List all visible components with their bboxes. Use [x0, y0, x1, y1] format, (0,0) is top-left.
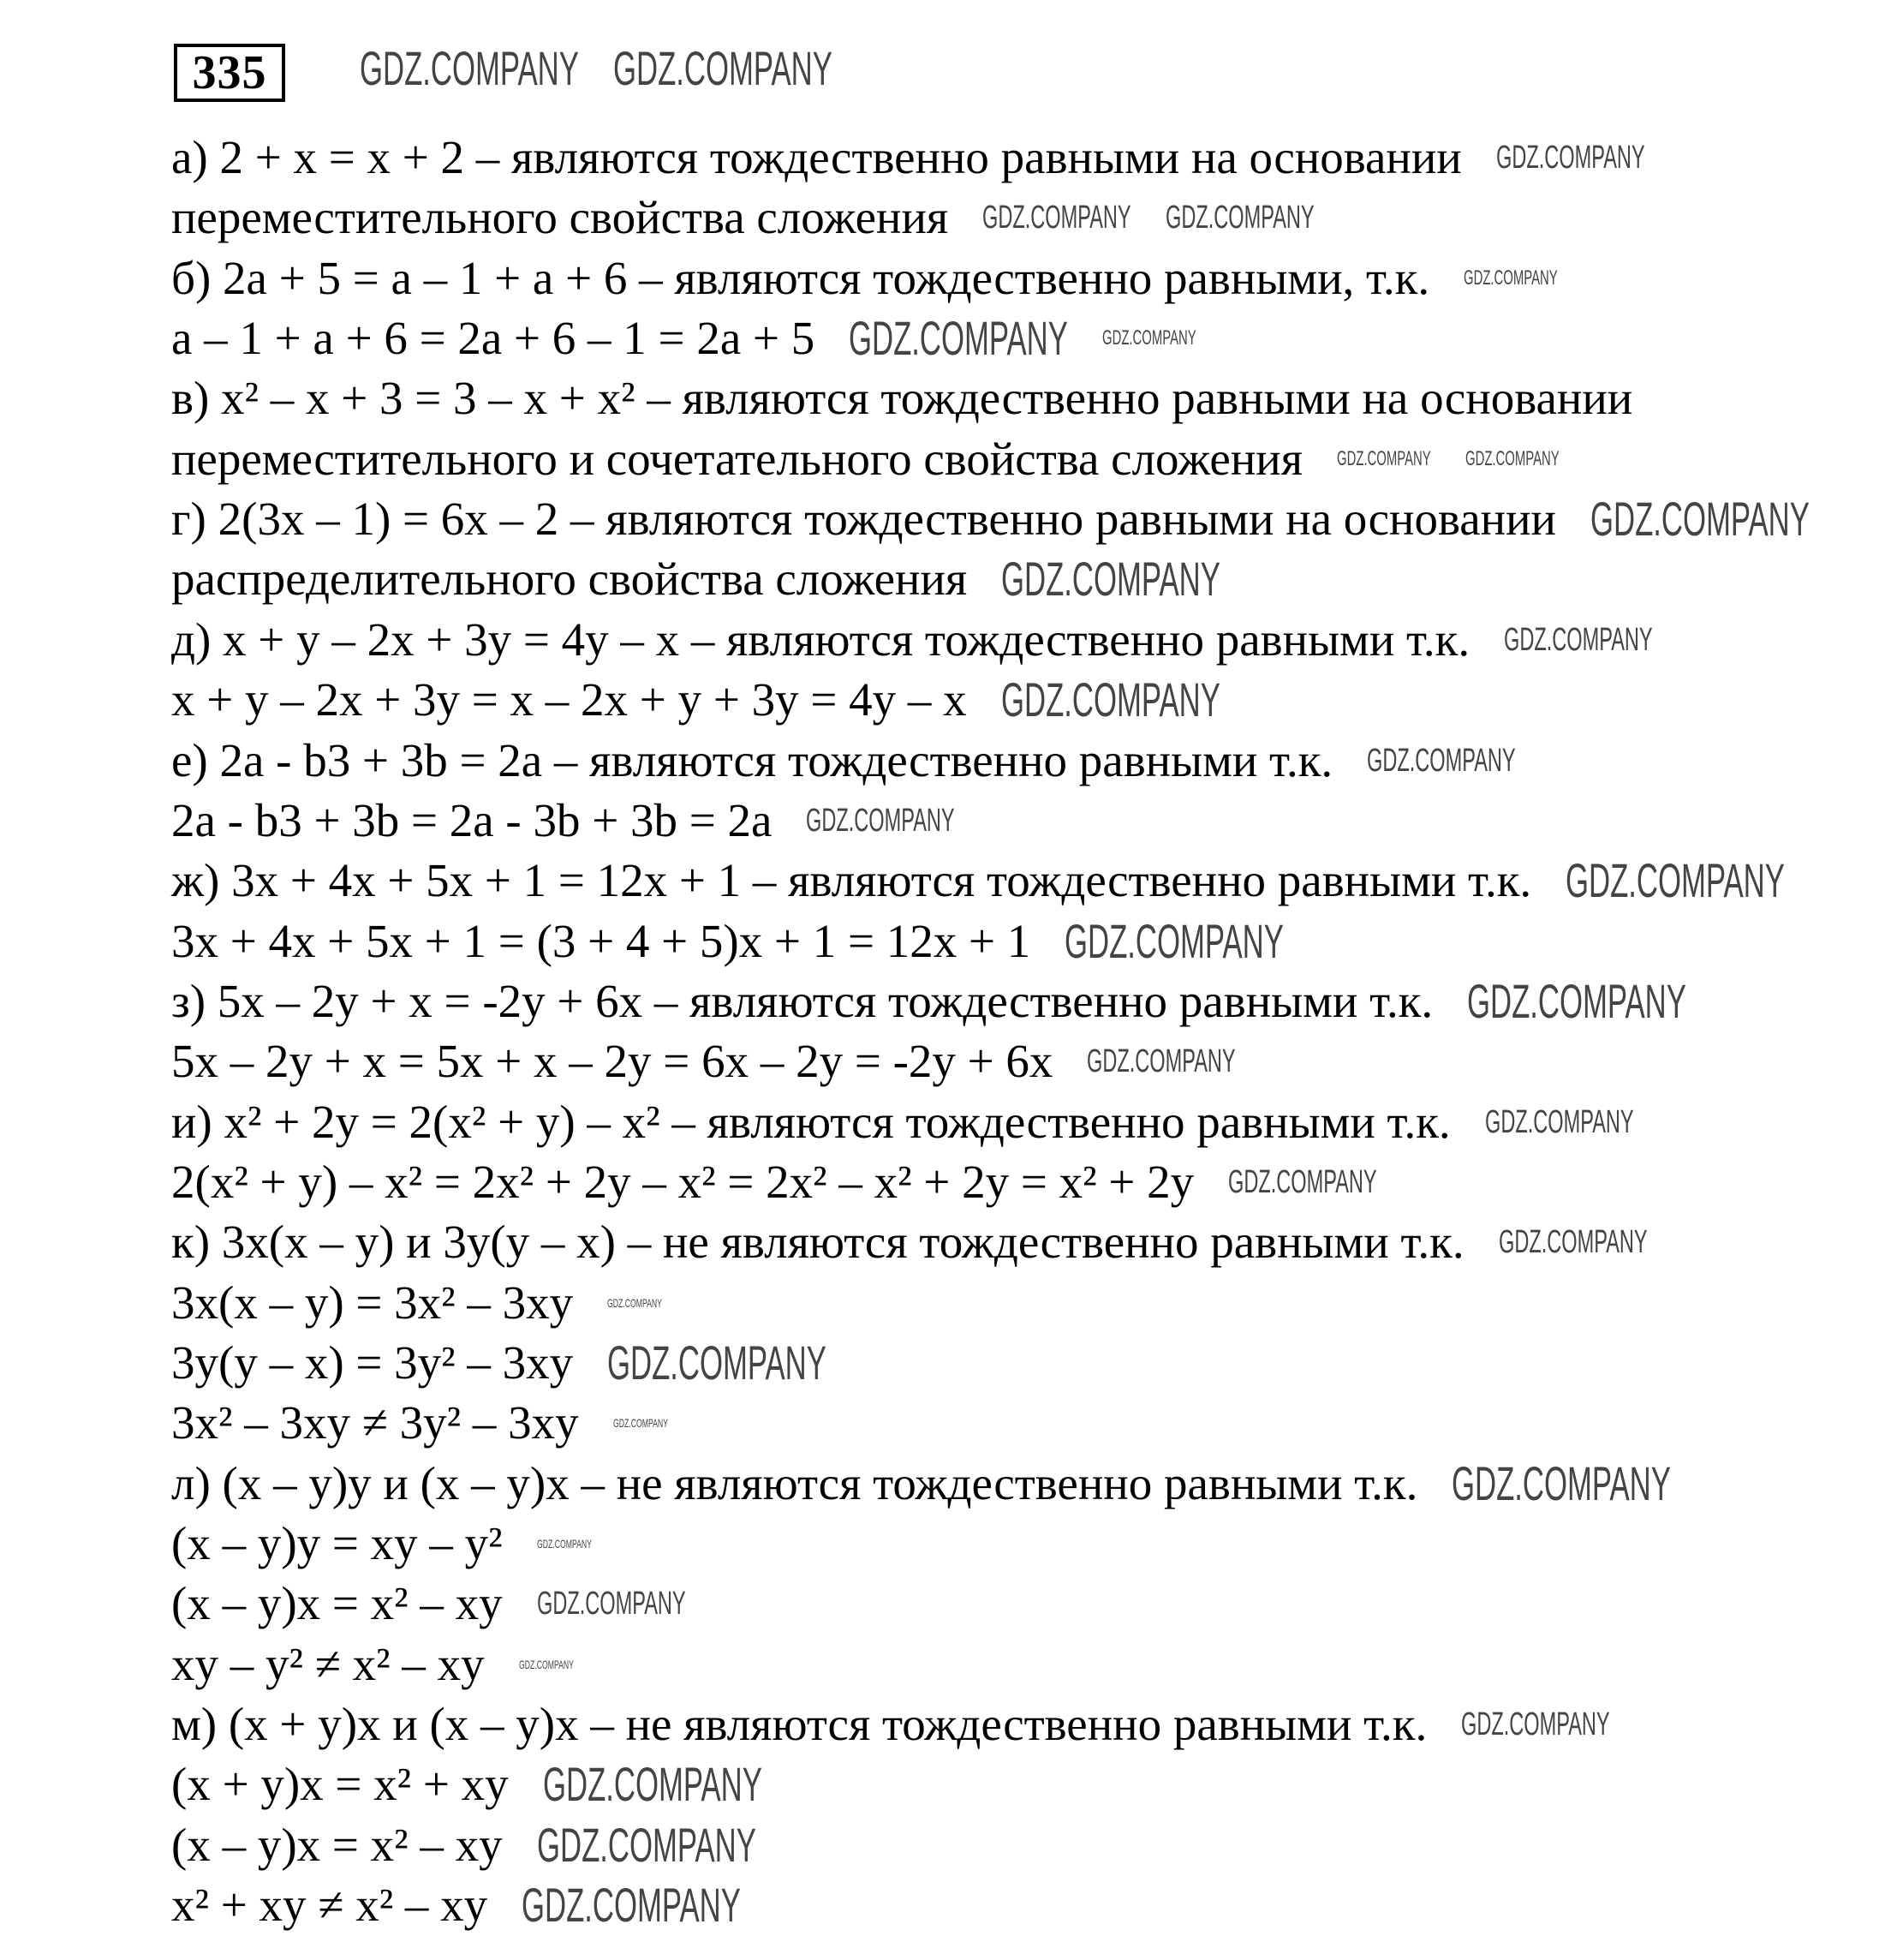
- watermark: GDZ.COMPANY: [1499, 1224, 1648, 1261]
- solution-line: (x – y)y = xy – y²: [171, 1517, 503, 1570]
- solution-line: x + y – 2x + 3y = x – 2x + y + 3y = 4y – x: [171, 673, 967, 726]
- solution-line: 3x + 4x + 5x + 1 = (3 + 4 + 5)x + 1 = 12x + 1: [171, 914, 1031, 967]
- solution-line: з) 5x – 2y + x = -2y + 6x – являются тождественно равными т.к.: [171, 974, 1434, 1027]
- watermark: GDZ.COMPANY: [1461, 1706, 1610, 1743]
- solution-line: 2(x² + y) – x² = 2x² + 2y – x² = 2x² – x² + 2y = x² + 2y: [171, 1155, 1195, 1208]
- watermark: GDZ.COMPANY: [607, 1295, 662, 1310]
- solution-line: е) 2a - b3 + 3b = 2a – являются тождественно равными т.к.: [171, 733, 1333, 786]
- solution-line: г) 2(3x – 1) = 6x – 2 – являются тождественно равными на основании: [171, 493, 1556, 546]
- watermark: GDZ.COMPANY: [1566, 853, 1785, 908]
- solution-line: д) x + y – 2x + 3y = 4y – x – являются тождественно равными т.к.: [171, 612, 1470, 666]
- solution-line: в) x² – x + 3 = 3 – x + x² – являются тождественно равными на основании: [171, 372, 1633, 425]
- watermark: GDZ.COMPANY: [537, 1586, 686, 1622]
- watermark: GDZ.COMPANY: [1001, 672, 1220, 727]
- watermark: GDZ.COMPANY: [1367, 742, 1516, 779]
- watermark: GDZ.COMPANY: [1464, 266, 1558, 290]
- watermark: GDZ.COMPANY: [1504, 621, 1653, 658]
- watermark: GDZ.COMPANY: [1087, 1043, 1236, 1080]
- watermark: GDZ.COMPANY: [1065, 913, 1284, 968]
- watermark: GDZ.COMPANY: [1590, 492, 1810, 547]
- solution-line: переместительного и сочетательного свойства сложения: [171, 432, 1303, 485]
- watermark: GDZ.COMPANY: [613, 1416, 668, 1431]
- watermark: GDZ.COMPANY: [1001, 552, 1220, 607]
- solution-line: 3x² – 3xy ≠ 3y² – 3xy: [171, 1396, 579, 1449]
- watermark: GDZ.COMPANY: [537, 1817, 756, 1872]
- solution-line: 3x(x – y) = 3x² – 3xy: [171, 1276, 574, 1329]
- watermark: GDZ.COMPANY: [543, 1757, 762, 1812]
- watermark: GDZ.COMPANY: [537, 1537, 592, 1551]
- solution-line: x² + xy ≠ x² – xy: [171, 1879, 488, 1932]
- solution-line: 3y(y – x) = 3y² – 3xy: [171, 1336, 574, 1389]
- solution-line: (x + y)x = x² + xy: [171, 1758, 509, 1811]
- watermark: GDZ.COMPANY: [612, 40, 832, 95]
- watermark: GDZ.COMPANY: [1496, 140, 1645, 176]
- watermark: GDZ.COMPANY: [519, 1657, 574, 1671]
- exercise-number: 335: [174, 44, 285, 102]
- watermark: GDZ.COMPANY: [1228, 1163, 1377, 1200]
- solution-line: м) (x + y)x и (x – y)x – не являются тождественно равными т.к.: [171, 1698, 1428, 1751]
- solution-line: а) 2 + x = x + 2 – являются тождественно равными на основании: [171, 131, 1462, 183]
- watermark: GDZ.COMPANY: [1467, 973, 1686, 1028]
- watermark: GDZ.COMPANY: [607, 1336, 826, 1389]
- solution-line: переместительного свойства сложения: [171, 191, 949, 244]
- watermark: GDZ.COMPANY: [1452, 1455, 1671, 1510]
- watermark: GDZ.COMPANY: [806, 802, 955, 839]
- solution-line: xy – y² ≠ x² – xy: [171, 1637, 485, 1690]
- solution-line: и) x² + 2y = 2(x² + y) – x² – являются тождественно равными т.к.: [171, 1095, 1451, 1148]
- solution-line: л) (x – y)y и (x – y)x – не являются тождественно равными т.к.: [171, 1456, 1418, 1509]
- watermark: GDZ.COMPANY: [522, 1878, 741, 1933]
- watermark: GDZ.COMPANY: [1101, 326, 1196, 350]
- solution-line: a – 1 + a + 6 = 2a + 6 – 1 = 2a + 5: [171, 312, 815, 365]
- watermark: GDZ.COMPANY: [1485, 1103, 1634, 1140]
- watermark: GDZ.COMPANY: [849, 311, 1068, 366]
- watermark: GDZ.COMPANY: [1337, 446, 1431, 470]
- watermark: GDZ.COMPANY: [982, 200, 1131, 236]
- solution-line: (x – y)x = x² – xy: [171, 1577, 503, 1630]
- solution-line: (x – y)x = x² – xy: [171, 1818, 503, 1871]
- watermark: GDZ.COMPANY: [1165, 200, 1315, 236]
- watermark: GDZ.COMPANY: [1465, 446, 1560, 470]
- solution-line: ж) 3x + 4x + 5x + 1 = 12x + 1 – являются тождественно равными т.к.: [171, 854, 1532, 907]
- solution-line: б) 2a + 5 = a – 1 + a + 6 – являются тождественно равными, т.к.: [171, 251, 1430, 304]
- solution-line: 2a - b3 + 3b = 2a - 3b + 3b = 2a: [171, 793, 773, 846]
- solution-line: к) 3x(x – y) и 3y(y – x) – не являются тождественно равными т.к.: [171, 1216, 1465, 1269]
- solution-line: распределительного свойства сложения: [171, 553, 968, 606]
- solution-line: 5x – 2y + x = 5x + x – 2y = 6x – 2y = -2y + 6x: [171, 1035, 1053, 1088]
- watermark: GDZ.COMPANY: [360, 40, 579, 95]
